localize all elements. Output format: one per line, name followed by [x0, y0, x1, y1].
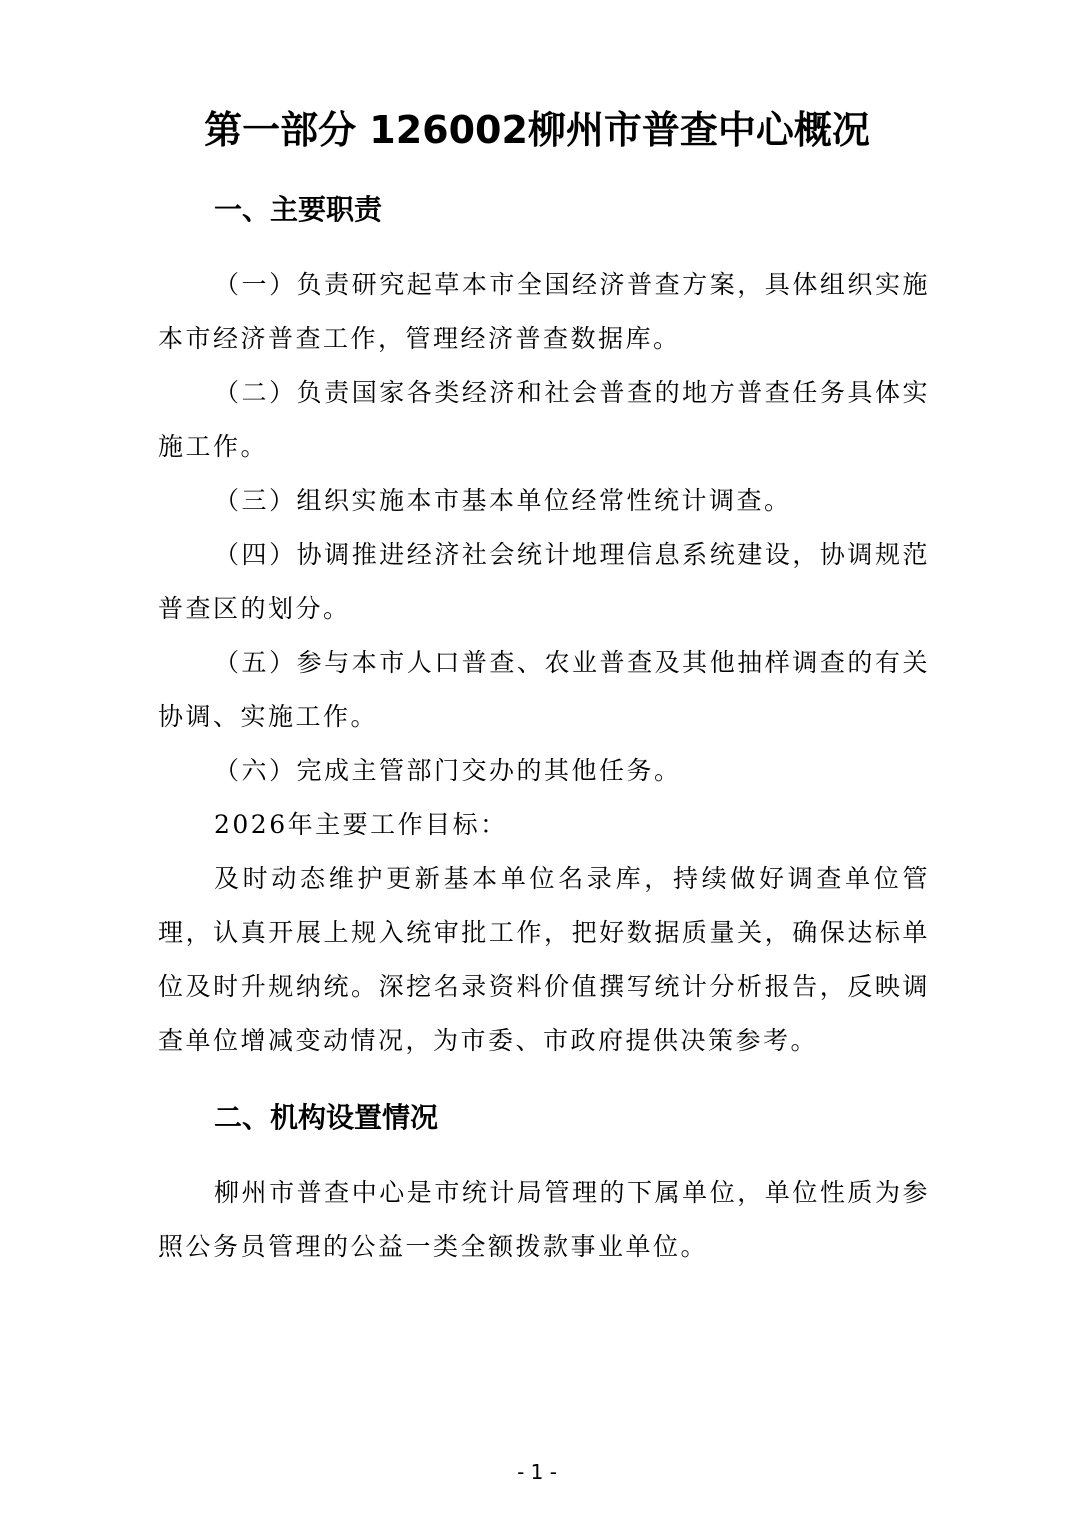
duty-item-4: （四）协调推进经济社会统计地理信息系统建设，协调规范普查区的划分。 — [158, 540, 930, 623]
duty-item-3: （三）组织实施本市基本单位经常性统计调查。 — [214, 486, 792, 515]
organization-text: 柳州市普查中心是市统计局管理的下属单位，单位性质为参照公务员管理的公益一类全额拨款事业单位。 — [158, 1178, 930, 1261]
document-title: 第一部分 126002柳州市普查中心概况 — [204, 108, 870, 152]
page-number: - 1 - — [517, 1460, 557, 1484]
duty-item-2: （二）负责国家各类经济和社会普查的地方普查任务具体实施工作。 — [158, 378, 930, 461]
section-heading-organization: 二、机构设置情况 — [214, 1101, 439, 1134]
duty-item-5: （五）参与本市人口普查、农业普查及其他抽样调查的有关协调、实施工作。 — [158, 648, 930, 731]
section-heading-main-duties: 一、主要职责 — [214, 193, 383, 226]
goals-label: 2026年主要工作目标： — [214, 810, 508, 839]
duty-item-6: （六）完成主管部门交办的其他任务。 — [214, 756, 682, 785]
goals-text: 及时动态维护更新基本单位名录库，持续做好调查单位管理，认真开展上规入统审批工作，把好数据质量关，确保达标单位及时升规纳统。深挖名录资料价值撰写统计分析报告，反映调查单位增减变动情况，为市委、市政府提供决策参考。 — [158, 864, 930, 1055]
duty-item-1: （一）负责研究起草本市全国经济普查方案，具体组织实施本市经济普查工作，管理经济普查数据库。 — [158, 270, 930, 353]
